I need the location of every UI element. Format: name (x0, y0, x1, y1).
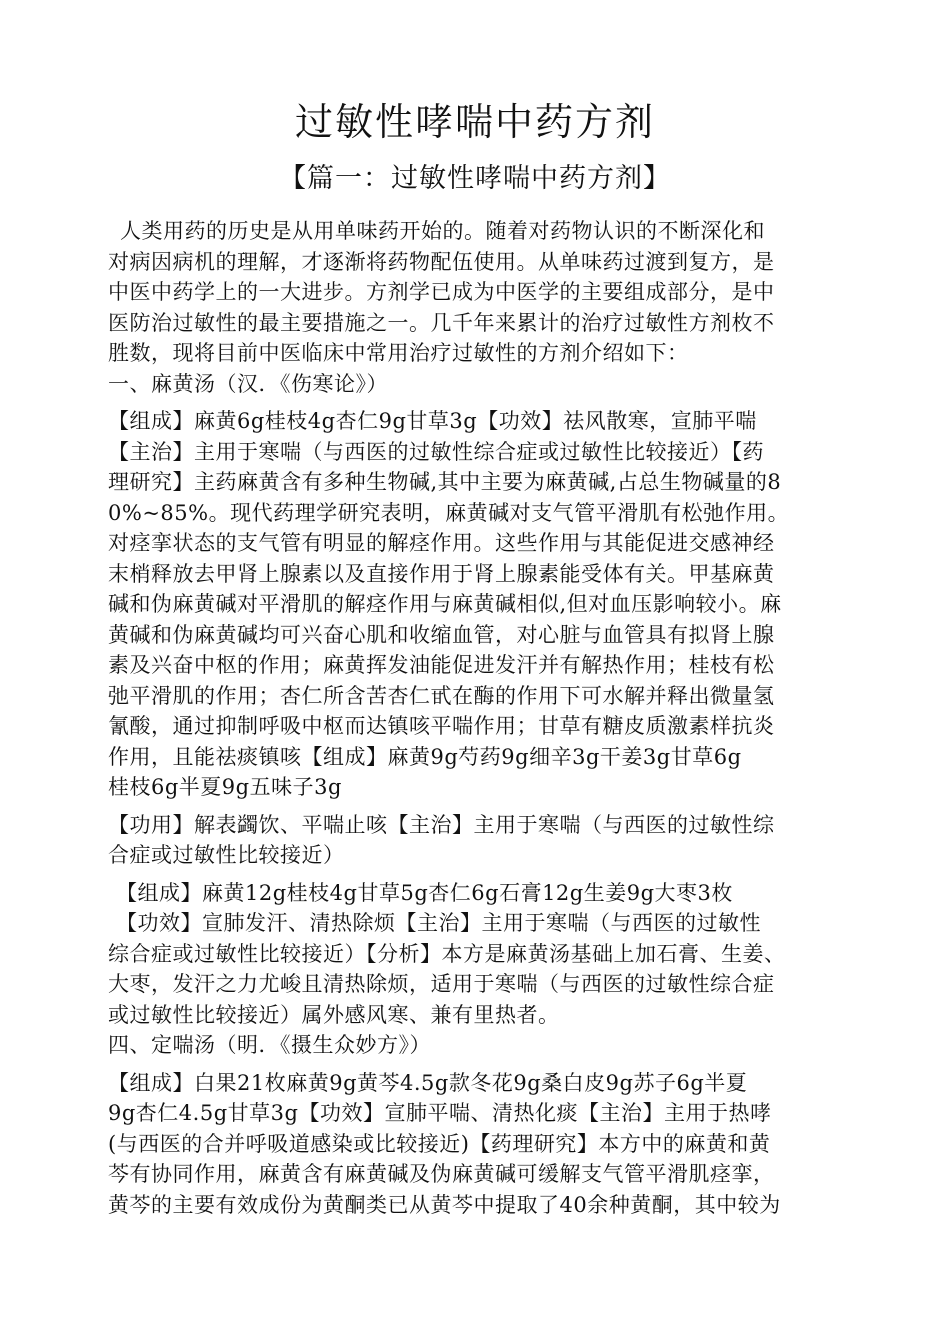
body-line: 对痉挛状态的支气管有明显的解痉作用。这些作用与其能促进交感神经 (108, 531, 775, 555)
body-line: 人类用药的历史是从用单味药开始的。随着对药物认识的不断深化和 (120, 219, 765, 243)
body-line: 黄芩的主要有效成份为黄酮类已从黄芩中提取了40余种黄酮，其中较为 (108, 1192, 781, 1217)
document-body (108, 216, 842, 1220)
body-line: 黄碱和伪麻黄碱均可兴奋心肌和收缩血管，对心脏与血管具有拟肾上腺 (108, 622, 775, 647)
section-heading: 四、定喘汤（明．《摄生众妙方》） (108, 1033, 431, 1057)
body-line: 胜数，现将目前中医临床中常用治疗过敏性的方剂介绍如下： (108, 341, 689, 365)
section-heading: 一、麻黄汤（汉．《伤寒论》） (108, 371, 388, 396)
body-line: 芩有协同作用，麻黄含有麻黄碱及伪麻黄碱可缓解支气管平滑肌痉挛， (108, 1162, 775, 1186)
body-line: 桂枝6g半夏9g五味子3g (108, 775, 342, 799)
body-line: 素及兴奋中枢的作用；麻黄挥发油能促进发汗并有解热作用；桂枝有松 (108, 653, 775, 677)
body-line: 弛平滑肌的作用；杏仁所含苦杏仁甙在酶的作用下可水解并释出微量氢 (108, 683, 775, 708)
body-line: 碱和伪麻黄碱对平滑肌的解痉作用与麻黄碱相似,但对血压影响较小。麻 (108, 592, 782, 616)
body-line: 作用，且能祛痰镇咳【组成】麻黄9g芍药9g细辛3g干姜3g甘草6g (108, 744, 742, 769)
body-line: 【组成】麻黄12g桂枝4g甘草5g杏仁6g石膏12g生姜9g大枣3枚 (116, 880, 733, 905)
body-line: 末梢释放去甲肾上腺素以及直接作用于肾上腺素能受体有关。甲基麻黄 (108, 561, 775, 586)
body-line: 【组成】白果21枚麻黄9g黄芩4.5g款冬花9g桑白皮9g苏子6g半夏 (108, 1070, 748, 1095)
body-line: 中医中药学上的一大进步。方剂学已成为中医学的主要组成部分，是中 (108, 280, 775, 304)
body-line: 医防治过敏性的最主要措施之一。几千年来累计的治疗过敏性方剂枚不 (108, 310, 775, 335)
body-line: 【功效】宣肺发汗、清热除烦【主治】主用于寒喘（与西医的过敏性 (116, 911, 761, 935)
body-line: 【功用】解表蠲饮、平喘止咳【主治】主用于寒喘（与西医的过敏性综 (108, 812, 775, 837)
body-line: 0%~85%。现代药理学研究表明，麻黄碱对支气管平滑肌有松弛作用。 (108, 500, 790, 525)
body-line: 【主治】主用于寒喘（与西医的过敏性综合症或过敏性比较接近）【药 (108, 439, 764, 464)
document-title: 过敏性哮喘中药方剂 (294, 100, 655, 144)
body-line: 大枣，发汗之力尤峻且清热除烦，适用于寒喘（与西医的过敏性综合症 (108, 972, 775, 996)
body-line: 氰酸，通过抑制呼吸中枢而达镇咳平喘作用；甘草有糖皮质激素样抗炎 (108, 714, 775, 738)
body-line: 9g杏仁4.5g甘草3g【功效】宣肺平喘、清热化痰【主治】主用于热哮 (108, 1101, 772, 1125)
body-line: 或过敏性比较接近）属外感风寒、兼有里热者。 (108, 1002, 560, 1027)
body-line: 理研究】主药麻黄含有多种生物碱,其中主要为麻黄碱,占总生物碱量的8 (108, 470, 782, 494)
body-line: 对病因病机的理解，才逐渐将药物配伍使用。从单味药过渡到复方，是 (108, 249, 775, 274)
body-line: 合症或过敏性比较接近） (108, 843, 345, 867)
body-line: (与西医的合并呼吸道感染或比较接近)【药理研究】本方中的麻黄和黄 (108, 1131, 771, 1156)
document-subtitle: 【篇一：过敏性哮喘中药方剂】 (279, 163, 671, 194)
body-line: 【组成】麻黄6g桂枝4g杏仁9g甘草3g【功效】祛风散寒，宣肺平喘 (108, 409, 757, 433)
body-line: 综合症或过敏性比较接近）【分析】本方是麻黄汤基础上加石膏、生姜、 (108, 941, 786, 966)
